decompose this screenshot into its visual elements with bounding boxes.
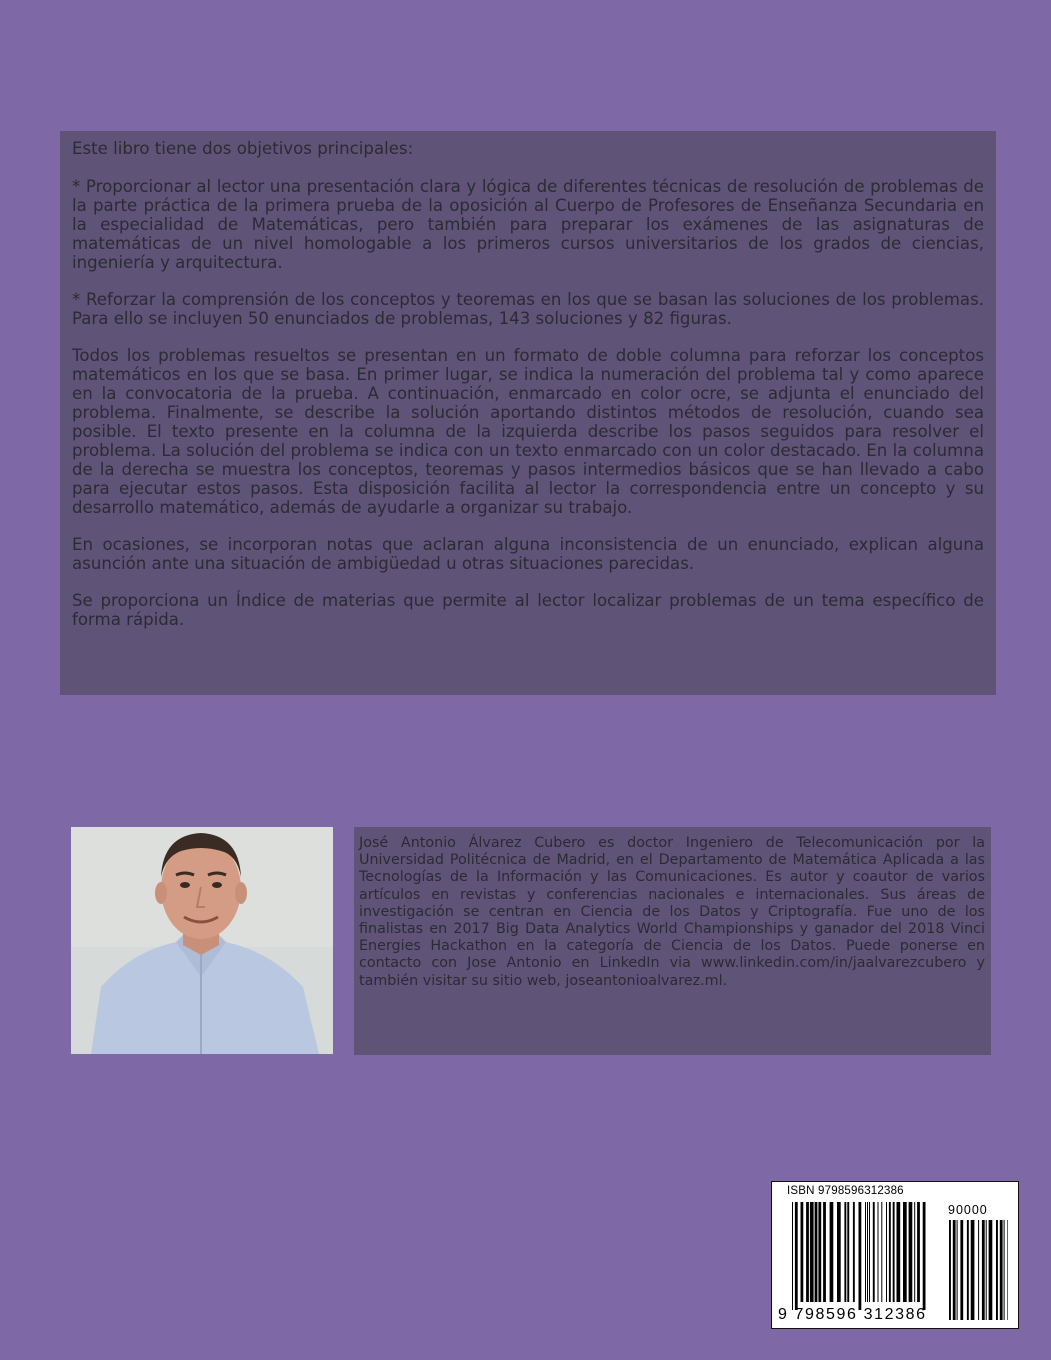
author-bio-text: José Antonio Álvarez Cubero es doctor Ingeniero de Telecomunicación por la Universidad Politécnica de Madrid, en el Departamento de Matemática Aplicada a las Tecnologías de la Información y las Comunicaciones. Es autor y coautor de varios artículos en revistas y conferencias nacionales e internacionales. Sus áreas de investigación se centran en Ciencia de los Datos y Criptografía. Fue uno de los finalistas en 2017 Big Data Analytics World Championships y ganador del 2018 Vinci Energies Hackathon en la categoría de Ciencia de los Datos. Puede ponerse en contacto con Jose Antonio en LinkedIn via www.linkedin.com/in/jaalvarezcubero y también visitar su sitio web, joseantonioalvarez.ml. (359, 835, 985, 989)
author-bio-panel (354, 827, 991, 1055)
description-paragraph: Se proporciona un Índice de materias que permite al lector localizar problemas de un tema específico de forma rápida. (72, 591, 984, 629)
isbn-label: ISBN 9798596312386 (787, 1185, 904, 1197)
description-paragraph: En ocasiones, se incorporan notas que aclaran alguna inconsistencia de un enunciado, explican alguna asunción ante una situación de ambigüedad u otras situaciones parecidas. (72, 535, 984, 573)
author-portrait-image (71, 827, 333, 1054)
isbn-barcode (771, 1181, 1019, 1329)
description-paragraph: Todos los problemas resueltos se presentan en un formato de doble columna para reforzar los conceptos matemáticos en los que se basa. En primer lugar, se indica la numeración del problema tal y como aparece en la convocatoria de la prueba. A continuación, enmarcado en color ocre, se adjunta el enunciado del problema. Finalmente, se describe la solución aportando distintos métodos de resolución, cuando sea posible. El texto presente en la columna de la izquierda describe los pasos seguidos para resolver el problema. La solución del problema se indica con un texto enmarcado con un color destacado. En la columna de la derecha se muestra los conceptos, teoremas y pasos intermedios básicos que se han llevado a cabo para ejecutar estos pasos. Esta disposición facilita al lector la correspondencia entre un concepto y su desarrollo matemático, además de ayudarle a organizar su trabajo. (72, 346, 984, 517)
author-photo (71, 827, 333, 1054)
description-paragraph: Este libro tiene dos objetivos principales: (72, 139, 414, 158)
description-paragraph: * Reforzar la comprensión de los conceptos y teoremas en los que se basan las soluciones de los problemas. Para ello se incluyen 50 enunciados de problemas, 143 soluciones y 82 figuras. (72, 290, 984, 328)
barcode-digits: 9 798596 312386 (778, 1306, 927, 1323)
description-paragraph: * Proporcionar al lector una presentación clara y lógica de diferentes técnicas de resolución de problemas de la parte práctica de la primera prueba de la oposición al Cuerpo de Profesores de Enseñanza Secundaria en la especialidad de Matemáticas, pero también para preparar los exámenes de las asignaturas de matemáticas de un nivel homologable a los primeros cursos universitarios de los grados de ciencias, ingeniería y arquitectura. (72, 177, 984, 272)
description-panel (60, 131, 996, 695)
barcode-addon-price: 90000 (948, 1203, 988, 1217)
